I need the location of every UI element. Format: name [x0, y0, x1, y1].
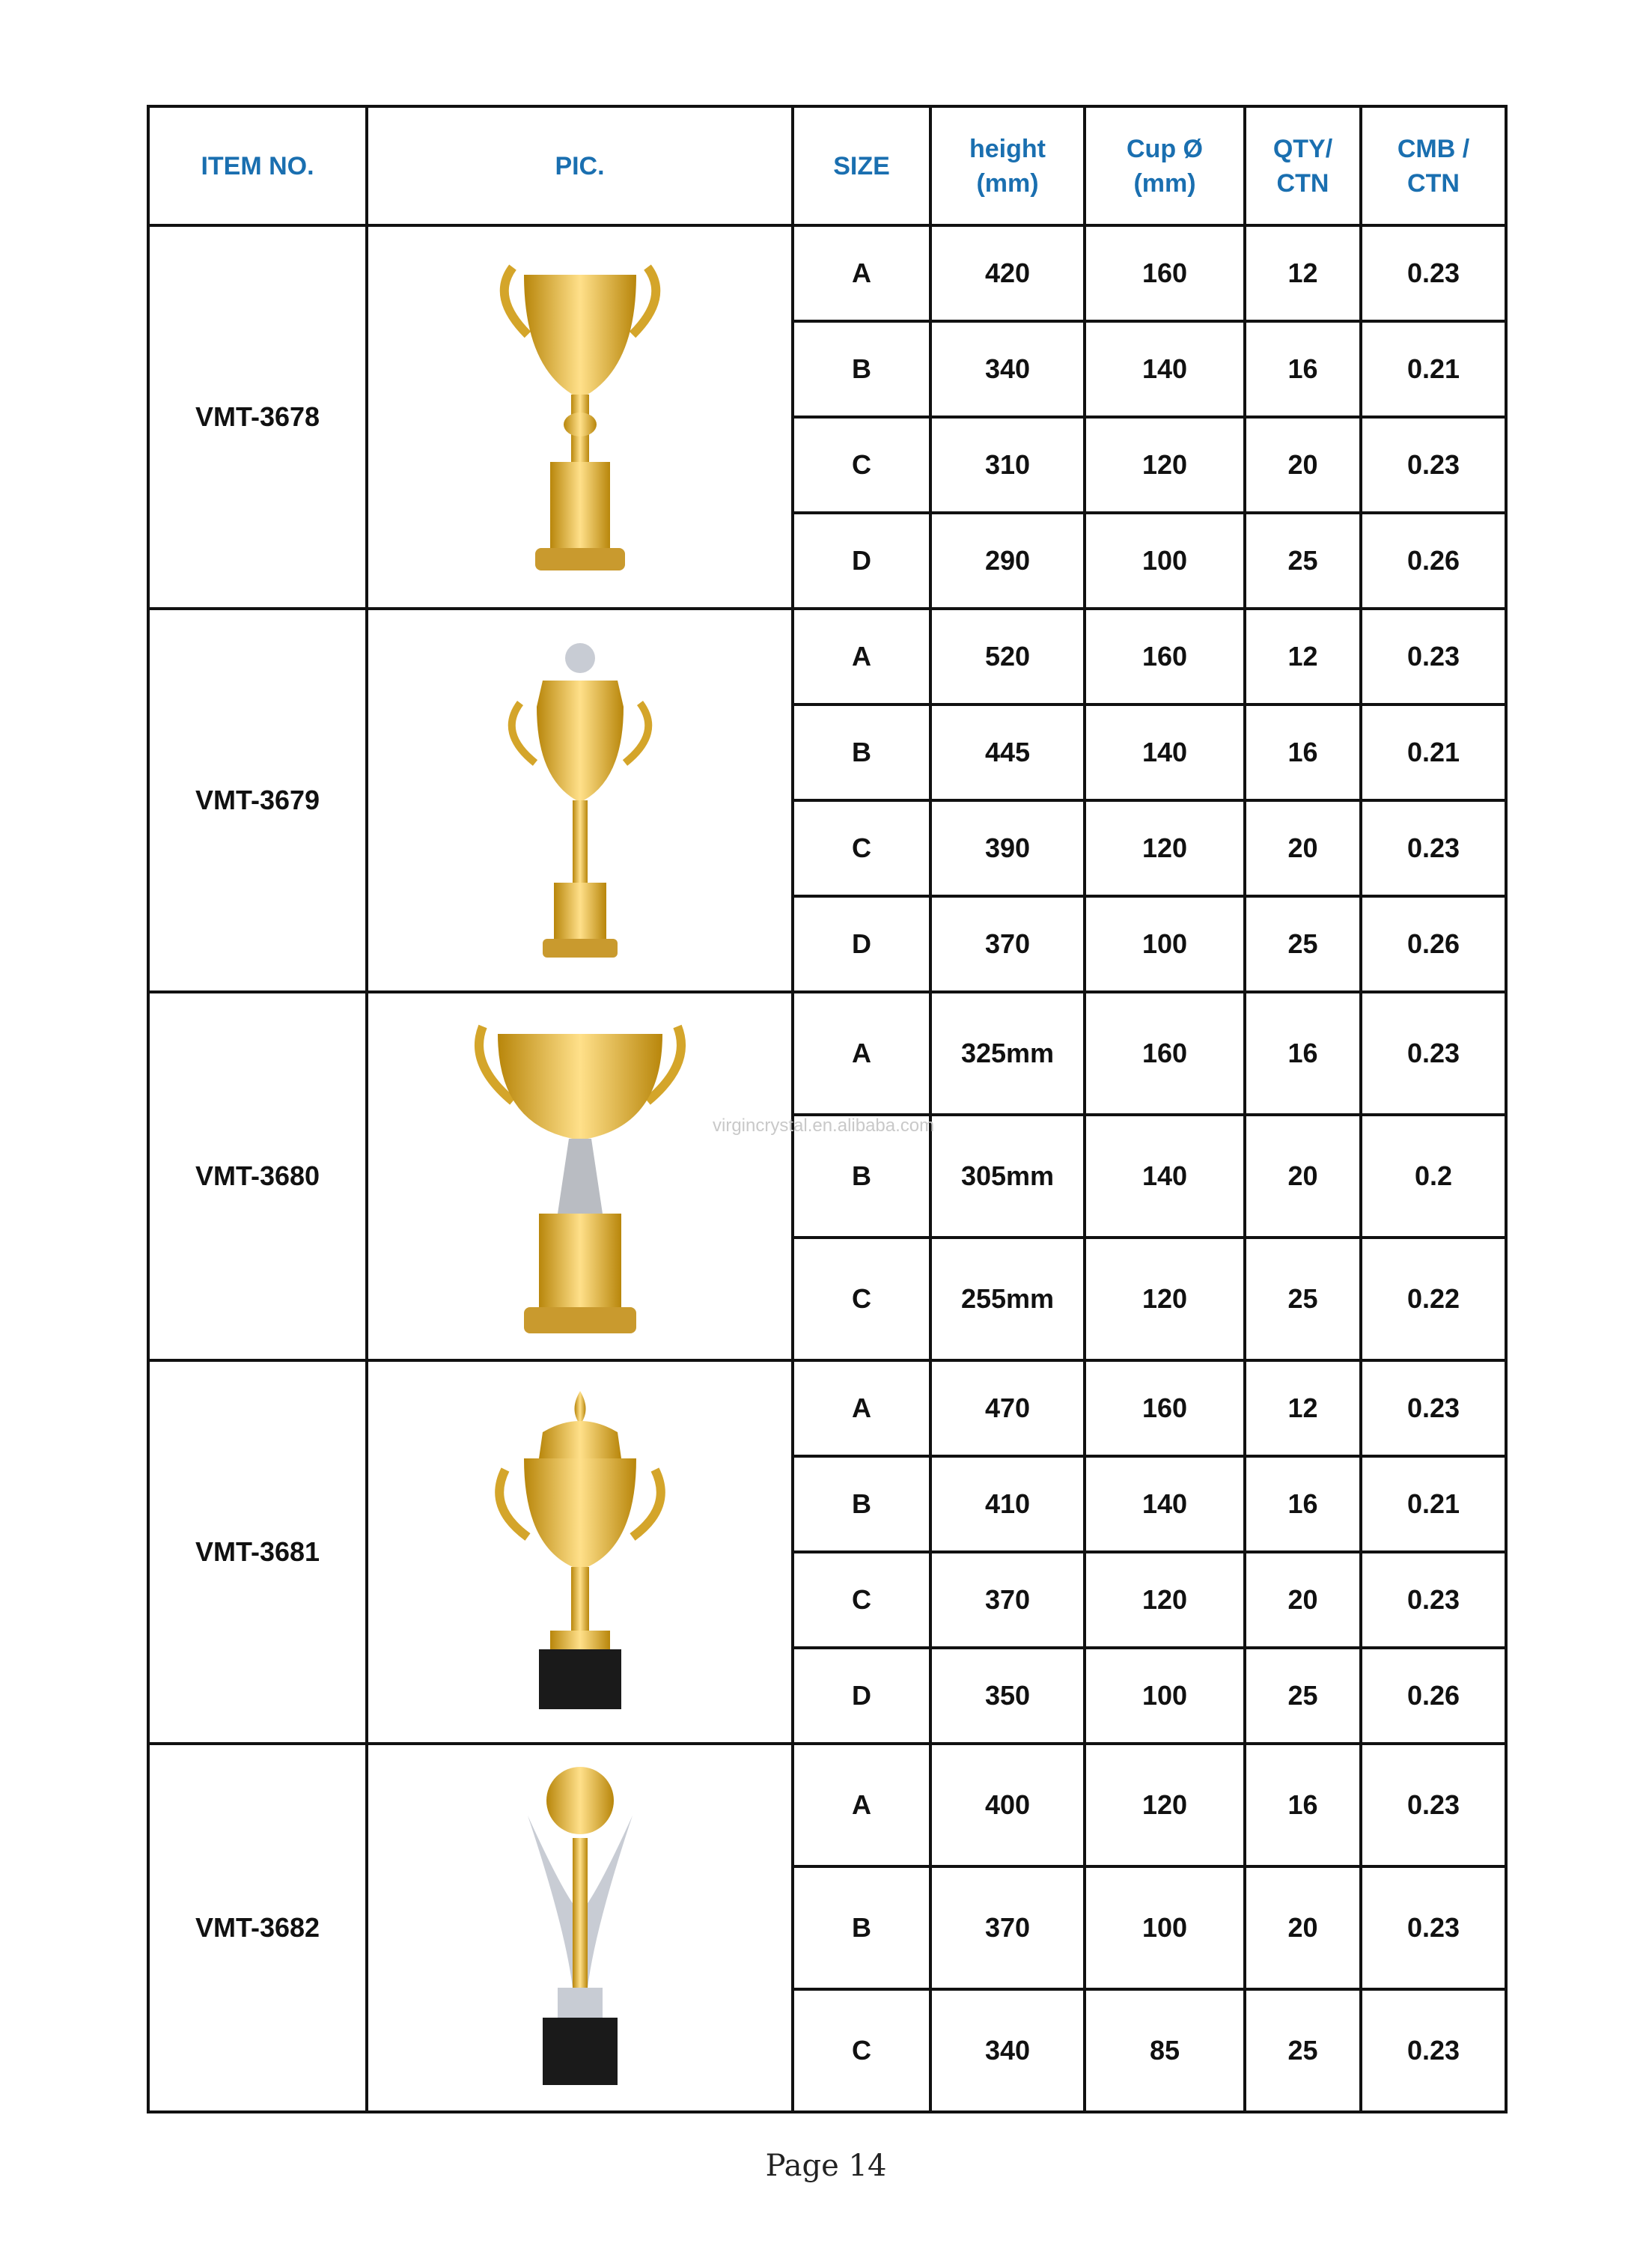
- item-number: VMT-3680: [148, 992, 367, 1360]
- cell-size: B: [793, 321, 930, 417]
- cell-qty: 25: [1245, 513, 1361, 609]
- cell-qty: 16: [1245, 992, 1361, 1115]
- trophy-image: [367, 225, 793, 609]
- item-number: VMT-3681: [148, 1360, 367, 1744]
- cell-height: 305mm: [930, 1115, 1085, 1238]
- cell-height: 390: [930, 800, 1085, 896]
- cell-cmb: 0.2: [1361, 1115, 1506, 1238]
- cell-size: C: [793, 1552, 930, 1648]
- cell-cmb: 0.26: [1361, 513, 1506, 609]
- cell-cmb: 0.23: [1361, 1989, 1506, 2112]
- header-cmb-line2: CTN: [1407, 168, 1460, 198]
- header-cmb-line1: CMB /: [1397, 134, 1470, 163]
- cell-qty: 20: [1245, 417, 1361, 513]
- cell-cup: 100: [1085, 1866, 1245, 1989]
- header-height-line1: height: [969, 134, 1046, 163]
- cell-cup: 140: [1085, 704, 1245, 800]
- cell-size: A: [793, 1744, 930, 1866]
- cell-size: A: [793, 992, 930, 1115]
- cell-height: 370: [930, 1866, 1085, 1989]
- header-pic: PIC.: [367, 106, 793, 225]
- cell-qty: 16: [1245, 1744, 1361, 1866]
- header-cup: [1085, 106, 1245, 225]
- cell-cup: 120: [1085, 1238, 1245, 1360]
- header-height: [930, 106, 1085, 225]
- cell-cmb: 0.23: [1361, 225, 1506, 321]
- cell-height: 370: [930, 896, 1085, 992]
- cell-qty: 25: [1245, 1989, 1361, 2112]
- cell-size: A: [793, 609, 930, 704]
- cell-size: C: [793, 800, 930, 896]
- header-qty: [1245, 106, 1361, 225]
- table-row: [148, 1360, 1506, 1456]
- trophy-image: [367, 1360, 793, 1744]
- cell-size: B: [793, 1115, 930, 1238]
- cell-cup: 140: [1085, 1115, 1245, 1238]
- watermark: virgincrystal.en.alibaba.com: [713, 1116, 935, 1136]
- cell-cmb: 0.23: [1361, 1866, 1506, 1989]
- cell-cup: 160: [1085, 609, 1245, 704]
- cell-cup: 160: [1085, 1360, 1245, 1456]
- cell-cup: 160: [1085, 992, 1245, 1115]
- item-number: VMT-3679: [148, 609, 367, 992]
- cell-size: A: [793, 1360, 930, 1456]
- cell-qty: 12: [1245, 1360, 1361, 1456]
- cell-size: B: [793, 1456, 930, 1552]
- cell-size: D: [793, 1648, 930, 1744]
- item-number: VMT-3682: [148, 1744, 367, 2112]
- item-number: VMT-3678: [148, 225, 367, 609]
- cell-height: 400: [930, 1744, 1085, 1866]
- cell-height: 340: [930, 1989, 1085, 2112]
- cell-cup: 100: [1085, 513, 1245, 609]
- cell-height: 255mm: [930, 1238, 1085, 1360]
- cell-height: 410: [930, 1456, 1085, 1552]
- cell-height: 310: [930, 417, 1085, 513]
- cell-cmb: 0.21: [1361, 704, 1506, 800]
- cell-cup: 100: [1085, 1648, 1245, 1744]
- cell-cmb: 0.22: [1361, 1238, 1506, 1360]
- cell-height: 445: [930, 704, 1085, 800]
- trophy-image: [367, 992, 793, 1360]
- header-cup-line1: Cup Ø: [1127, 134, 1203, 163]
- cell-cup: 85: [1085, 1989, 1245, 2112]
- cell-qty: 20: [1245, 1866, 1361, 1989]
- header-qty-line1: QTY/: [1272, 134, 1333, 163]
- cell-qty: 16: [1245, 321, 1361, 417]
- cell-qty: 20: [1245, 1115, 1361, 1238]
- cell-size: C: [793, 417, 930, 513]
- header-item-no: ITEM NO.: [148, 106, 367, 225]
- cell-cup: 160: [1085, 225, 1245, 321]
- trophy-image: [367, 609, 793, 992]
- cell-cup: 140: [1085, 321, 1245, 417]
- cell-cmb: 0.21: [1361, 321, 1506, 417]
- cell-size: A: [793, 225, 930, 321]
- cell-cup: 100: [1085, 896, 1245, 992]
- header-qty-line2: CTN: [1276, 168, 1329, 198]
- cell-size: B: [793, 1866, 930, 1989]
- cell-qty: 16: [1245, 1456, 1361, 1552]
- cell-cup: 120: [1085, 1552, 1245, 1648]
- cell-cmb: 0.26: [1361, 896, 1506, 992]
- header-height-line2: (mm): [976, 168, 1039, 198]
- cell-qty: 16: [1245, 704, 1361, 800]
- header-size: SIZE: [793, 106, 930, 225]
- cell-height: 370: [930, 1552, 1085, 1648]
- cell-qty: 12: [1245, 225, 1361, 321]
- cell-cmb: 0.23: [1361, 417, 1506, 513]
- header-cup-line2: (mm): [1133, 168, 1196, 198]
- cell-qty: 25: [1245, 1238, 1361, 1360]
- cell-height: 340: [930, 321, 1085, 417]
- product-table: [147, 105, 1508, 2113]
- cell-cup: 120: [1085, 800, 1245, 896]
- cell-cmb: 0.23: [1361, 1744, 1506, 1866]
- header-row: [148, 106, 1506, 225]
- cell-cmb: 0.26: [1361, 1648, 1506, 1744]
- page-number: Page 14: [765, 2149, 887, 2183]
- cell-height: 290: [930, 513, 1085, 609]
- cell-qty: 20: [1245, 1552, 1361, 1648]
- table-row: [148, 992, 1506, 1115]
- cell-qty: 12: [1245, 609, 1361, 704]
- cell-height: 520: [930, 609, 1085, 704]
- table-row: [148, 609, 1506, 704]
- cell-cmb: 0.21: [1361, 1456, 1506, 1552]
- cell-height: 420: [930, 225, 1085, 321]
- cell-height: 325mm: [930, 992, 1085, 1115]
- cell-height: 470: [930, 1360, 1085, 1456]
- cell-size: C: [793, 1238, 930, 1360]
- table-row: [148, 225, 1506, 321]
- cell-cmb: 0.23: [1361, 992, 1506, 1115]
- cell-size: D: [793, 513, 930, 609]
- cell-cmb: 0.23: [1361, 1360, 1506, 1456]
- table-row: [148, 1744, 1506, 1866]
- cell-size: C: [793, 1989, 930, 2112]
- cell-cmb: 0.23: [1361, 800, 1506, 896]
- cell-qty: 25: [1245, 1648, 1361, 1744]
- cell-size: B: [793, 704, 930, 800]
- cell-cmb: 0.23: [1361, 1552, 1506, 1648]
- cell-cup: 120: [1085, 1744, 1245, 1866]
- cell-height: 350: [930, 1648, 1085, 1744]
- cell-cup: 120: [1085, 417, 1245, 513]
- trophy-image: [367, 1744, 793, 2112]
- cell-cmb: 0.23: [1361, 609, 1506, 704]
- cell-qty: 20: [1245, 800, 1361, 896]
- header-cmb: [1361, 106, 1506, 225]
- cell-size: D: [793, 896, 930, 992]
- cell-cup: 140: [1085, 1456, 1245, 1552]
- cell-qty: 25: [1245, 896, 1361, 992]
